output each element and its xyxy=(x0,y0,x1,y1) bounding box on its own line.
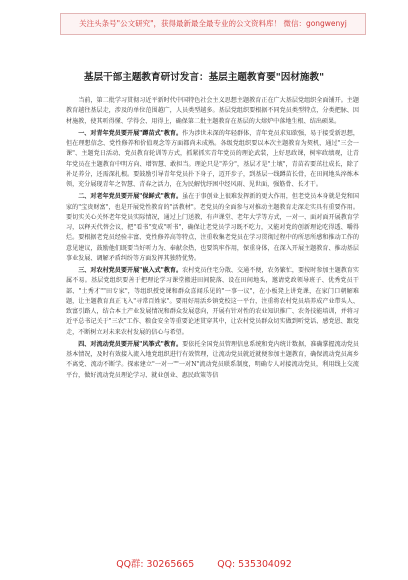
qq-group-text: QQ群: 30265665 xyxy=(116,559,195,570)
section-heading: 四、对流动党员要开展"风筝式"教育。 xyxy=(78,340,183,348)
page-title: 基层干部主题教育研讨发言：基层主题教育要"因材施教" xyxy=(83,72,325,83)
section-text: 虽在于事创业上很难发挥新的更大作用，但老党员本身就是党和国家的"宝贵财富"，也是开展党性教育的"活教材"。老党员的全面参与对推动主题教育走深走实具有重要作用。要切实关心关怀老年党员实际情况，通过上门送教、有声课堂、老年大学等方式，一对一、面对面开展教育学习，以释天代替会议，把"看书"变成"听书"，确保让老党员学习既不吃力，又能对党的创新理论吃得透、嚼得烂。要根据老党员经验丰富、党性修养高等特点，注重收集老党员在学习贯彻过程中的所思所感和推动工作的意见建议，鼓励他们既要当好听力为、奉献余热，也要筑牢作用，保重身体，在深入开展主题教育、推动基层事业发展、调解矛盾纠纷等方面发挥其独特优势。 xyxy=(66,193,360,262)
section-heading: 一、对青年党员要开展"蹲苗式"教育。 xyxy=(78,129,183,137)
qq-text: QQ: 535304092 xyxy=(217,559,292,570)
section-heading: 二、对老年党员要开展"保鲜式"教育。 xyxy=(78,193,183,201)
section-heading: 三、对农村党员要开展"嵌入式"教育。 xyxy=(78,267,183,274)
section-paragraph xyxy=(66,192,359,264)
section-text: 要依托全国党员管理信息系统和党内统计数据，准确掌握流动党员基本情况，及时有效接入流入地党组织进行有效管理，让流动党员就近就便参加主题教育，确保流动党员离乡不离党、流动不断学。探索建立"一对一""一对N"流动党员联系制度，明确专人对接流动党员，利用线上交流平台，做好流动党员理论学习、就业创业、惠民政策等信 xyxy=(66,340,360,379)
section-paragraph xyxy=(66,340,359,381)
section-text: 作为涉世未深的年轻群体，青年党员求知欲强，易于接受新思想，但在理想信念、党性修养和价值观念等方面都尚未成熟。各级党组织要以本次主题教育为契机，通过"三会一课"、主题党日活动、党员教育轮训等方式，抓紧抓实青年党员的理论武装，上好思政课，树牢政绩观，让青年党员在主题教育中明方向、增智慧、敢担当。理论只是"养分"，基层才是"土壤"，青苗若要茁壮成长，除了补足养分，还需深扎根。要鼓励引导青年党员扑下身子，迈开步子，到基层一线蹲苗长骨，在田间地头淬炼本领，充分展现青年之智慧、青春之活力，在为民解忧纾困中经风雨、见世面，强筋骨、长才干。 xyxy=(66,129,360,188)
intro-paragraph: 当前，第二批学习贯彻习近平新时代中国特色社会主义思想主题教育正在广大基层党组织全面铺开。主题教育越往基层走，涉及的单位范围越广，人员类型越多。基层党组织要根据不同党员类型特点，分类把脉、因材施教，使其听得懂、学得会、用得上，确保第二批主题教育在基层的大熔炉中落地生根、结出硕果。 xyxy=(66,97,359,125)
promo-banner: 关注头条号"公文研究"，获得最新最全最专业的公文资料库！ 微信：gongwenyj xyxy=(60,13,366,35)
section-text: 农村党员住宅分散、交通不便，农务繁忙，要按时参加主题教育实属不易。基层党组织要善于把理论学习课堂搬进田间院落、设在田间地头，邀请党政领导班子、优秀党员干部、"土秀才""田专家"，等组织授党课和群众喜闻乐见的"一事一议"，在小板凳上讲党课，在家门口朝解难题，让主题教育真正飞入"寻常百姓家"。要用好用活乡镇党校这一平台，注重将农村党员培养成产业带头人、致富引路人，结合本土产业发展情况和群众发展意向，开展有针对性的农业知识推广、农务技能培训，并将习近平总书记关于"三农"工作、粮食安全等重要论述贯穿其中，让农村党员群众切实做到听党话、感党恩、跟党走，不断树立对未来农村发展的信心与希望。 xyxy=(66,267,360,336)
section-paragraph xyxy=(66,266,359,338)
section-paragraph xyxy=(66,129,359,191)
document-body xyxy=(66,96,359,383)
footer-contact xyxy=(0,556,408,570)
